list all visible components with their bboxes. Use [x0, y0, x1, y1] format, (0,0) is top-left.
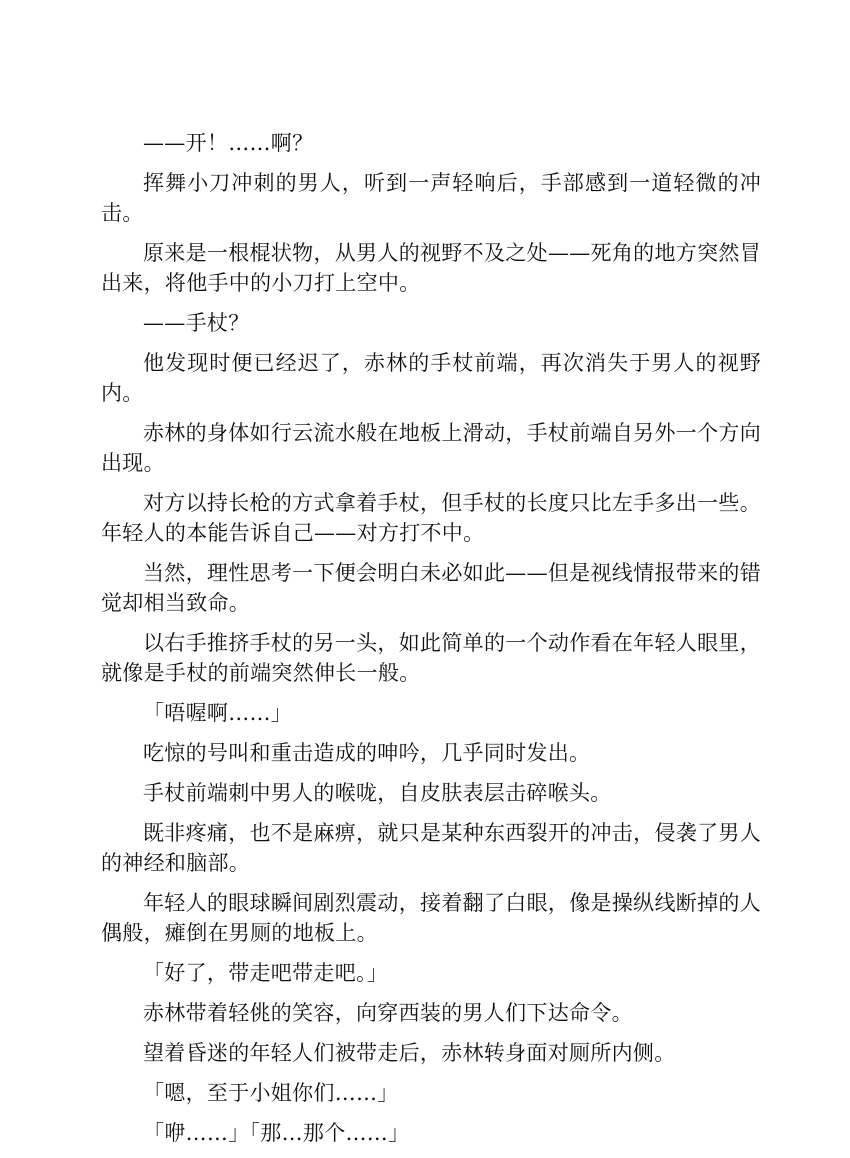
paragraph: 「嗯，至于小姐你们……」	[143, 1081, 399, 1105]
paragraph: ——手杖？	[143, 311, 250, 335]
paragraph: 「咿……」「那…那个……」	[143, 1121, 410, 1145]
paragraph: 他发现时便已经迟了，赤林的手杖前端，再次消失于男人的视野内。	[101, 351, 761, 405]
paragraph: 年轻人的眼球瞬间剧烈震动，接着翻了白眼，像是操纵线断掉的人偶般，瘫倒在男厕的地板上。	[101, 891, 761, 945]
paragraph: 望着昏迷的年轻人们被带走后，赤林转身面对厕所内侧。	[143, 1041, 676, 1065]
paragraph: 「唔喔啊……」	[143, 701, 293, 725]
paragraph: 当然，理性思考一下便会明白未必如此——但是视线情报带来的错觉却相当致命。	[101, 561, 761, 615]
paragraph: 对方以持长枪的方式拿着手杖，但手杖的长度只比左手多出一些。年轻人的本能告诉自己——对方打不中。	[101, 491, 761, 545]
paragraph: 原来是一根棍状物，从男人的视野不及之处——死角的地方突然冒出来，将他手中的小刀打上空中。	[101, 241, 761, 295]
text-body	[101, 128, 761, 1158]
paragraph: 挥舞小刀冲刺的男人，听到一声轻响后，手部感到一道轻微的冲击。	[101, 171, 761, 225]
paragraph: 既非疼痛，也不是麻痹，就只是某种东西裂开的冲击，侵袭了男人的神经和脑部。	[101, 821, 761, 875]
paragraph: 「好了，带走吧带走吧。」	[143, 961, 389, 985]
paragraph: 赤林的身体如行云流水般在地板上滑动，手杖前端自另外一个方向出现。	[101, 421, 761, 475]
paragraph: 手杖前端刺中男人的喉咙，自皮肤表层击碎喉头。	[143, 781, 612, 805]
paragraph: 以右手推挤手杖的另一头，如此简单的一个动作看在年轻人眼里，就像是手杖的前端突然伸长一般。	[101, 631, 761, 685]
paragraph: ——开！……啊？	[143, 131, 314, 155]
paragraph: 吃惊的号叫和重击造成的呻吟，几乎同时发出。	[143, 741, 591, 765]
paragraph: 赤林带着轻佻的笑容，向穿西装的男人们下达命令。	[143, 1001, 633, 1025]
